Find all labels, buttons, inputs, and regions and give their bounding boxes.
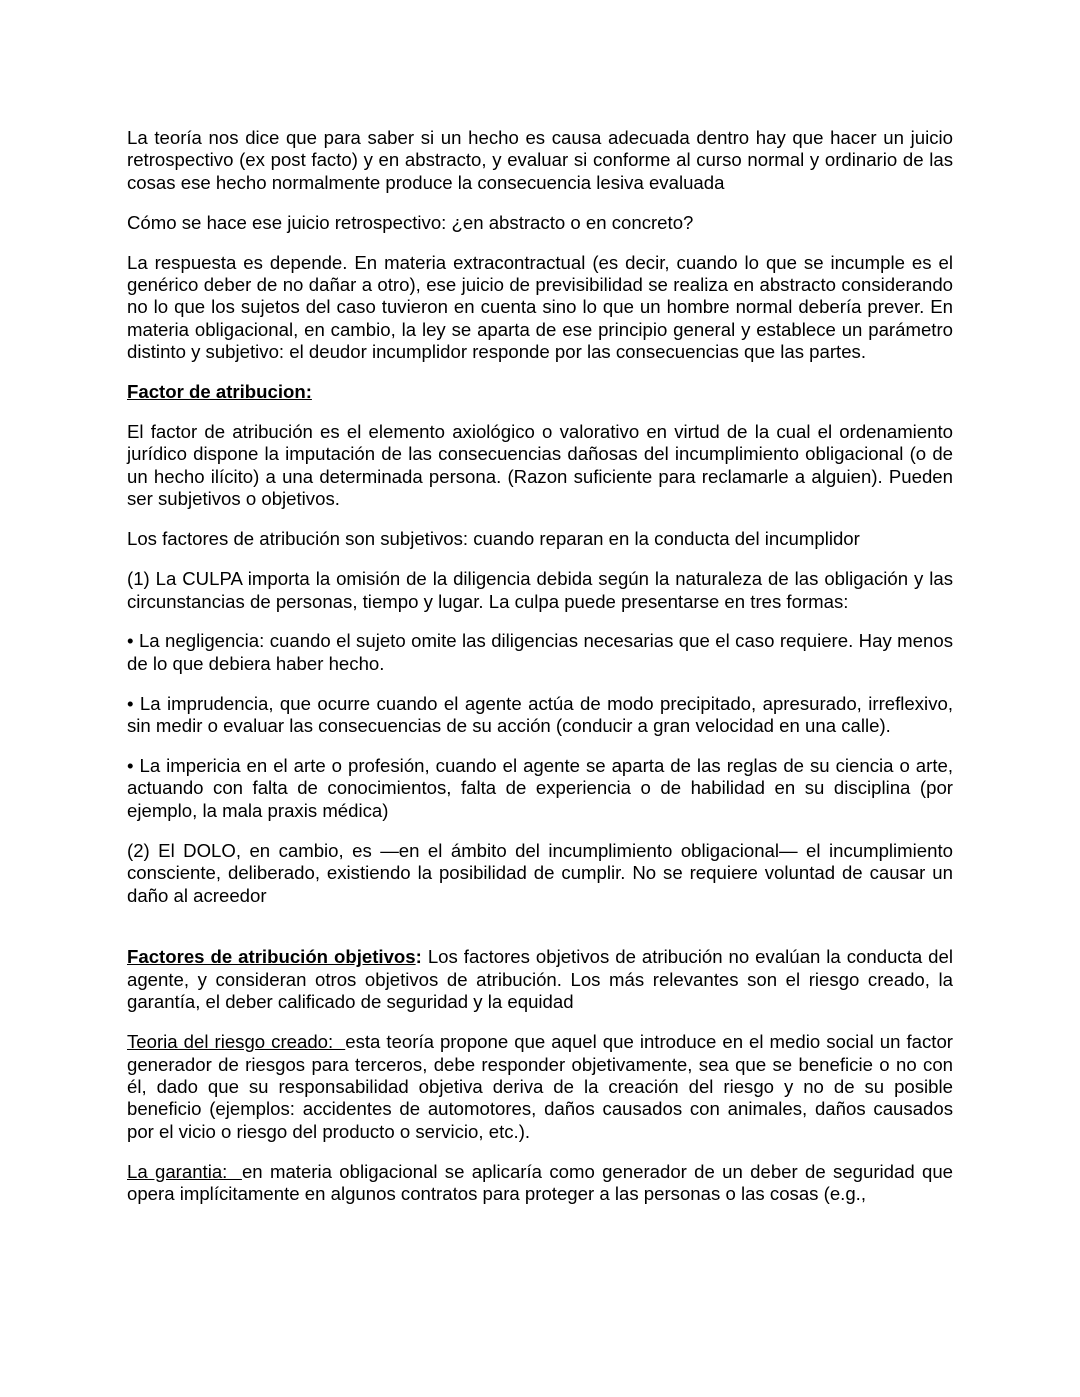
bullet-impericia: • La impericia en el arte o profesión, cuando el agente se aparta de las reglas de su ciencia o arte, actuando con falta de conocimientos, falta de experiencia o de habilidad en su disciplina (por ejemplo, la mala praxis médica) <box>127 755 953 821</box>
paragraph-culpa: (1) La CULPA importa la omisión de la diligencia debida según la naturaleza de las obligación y las circunstancias de personas, tiempo y lugar. La culpa puede presentarse en tres formas: <box>127 568 953 612</box>
text-riesgo-creado: esta teoría propone que aquel que introduce en el medio social un factor generador de riesgos para terceros, debe responder objetivamente, sea que se beneficie o no con él, dado que su responsabilidad objetiva deriva de la creación del riesgo y no de su posible beneficio (ejemplos: accidentes de automotores, daños causados con animales, daños causados por el vicio o riesgo del producto o servicio, etc.). <box>127 1031 953 1142</box>
heading-colon: : <box>415 946 422 968</box>
vertical-spacer <box>127 924 953 946</box>
label-riesgo-creado: Teoria del riesgo creado: <box>127 1031 346 1053</box>
paragraph-riesgo-creado <box>127 1031 953 1143</box>
paragraph-respuesta-depende: La respuesta es depende. En materia extracontractual (es decir, cuando lo que se incumple es el genérico deber de no dañar a otro), ese juicio de previsibilidad se realiza en abstracto considerando no lo que los sujetos del caso tuvieron en cuenta sino lo que un hombre normal debería prever. En materia obligacional, en cambio, la ley se aparta de ese principio general y establece un parámetro distinto y subjetivo: el deudor incumplidor responde por las consecuencias que las partes. <box>127 251 953 363</box>
heading-factor-atribucion: Factor de atribucion: <box>127 381 312 403</box>
paragraph-pregunta-juicio: Cómo se hace ese juicio retrospectivo: ¿en abstracto o en concreto? <box>127 211 694 233</box>
paragraph-factores-objetivos <box>127 946 953 1013</box>
paragraph-causa-adecuada: La teoría nos dice que para saber si un hecho es causa adecuada dentro hay que hacer un juicio retrospectivo (ex post facto) y en abstracto, y evaluar si conforme al curso normal y ordinario de las cosas ese hecho normalmente produce la consecuencia lesiva evaluada <box>127 127 953 193</box>
paragraph-dolo: (2) El DOLO, en cambio, es —en el ámbito del incumplimiento obligacional— el incumplimiento consciente, deliberado, existiendo la posibilidad de cumplir. No se requiere voluntad de causar un daño al acreedor <box>127 839 953 906</box>
text-garantia: en materia obligacional se aplicaría como generador de un deber de seguridad que opera implícitamente en algunos contratos para proteger a las personas o las cosas (e.g., <box>127 1160 953 1205</box>
paragraph-definicion-factor: El factor de atribución es el elemento axiológico o valorativo en virtud de la cual el ordenamiento jurídico dispone la imputación de las consecuencias dañosas del incumplimiento obligacional (o de un hecho ilícito) a una determinada persona. (Razon suficiente para reclamarle a alguien). Pueden ser subjetivos o objetivos. <box>127 421 953 510</box>
section-heading-factor-atribucion <box>127 381 953 403</box>
bullet-imprudencia: • La imprudencia, que ocurre cuando el agente actúa de modo precipitado, apresurado, irreflexivo, sin medir o evaluar las consecuencias de su acción (conducir a gran velocidad en una calle). <box>127 692 953 737</box>
label-garantia: La garantia: <box>127 1160 242 1182</box>
heading-factores-objetivos: Factores de atribución objetivos <box>127 946 416 968</box>
paragraph-garantia <box>127 1161 953 1206</box>
document-page <box>127 127 953 1223</box>
bullet-negligencia: • La negligencia: cuando el sujeto omite las diligencias necesarias que el caso requiere. Hay menos de lo que debiera haber hecho. <box>127 630 953 674</box>
paragraph-factores-subjetivos: Los factores de atribución son subjetivos: cuando reparan en la conducta del incumplidor <box>127 528 860 550</box>
factores-objetivos-text: Los factores objetivos de atribución no evalúan la conducta del agente, y consideran otros objetivos de atribución. Los más relevantes son el riesgo creado, la garantía, el deber calificado de seguridad y la equidad <box>127 946 953 1013</box>
